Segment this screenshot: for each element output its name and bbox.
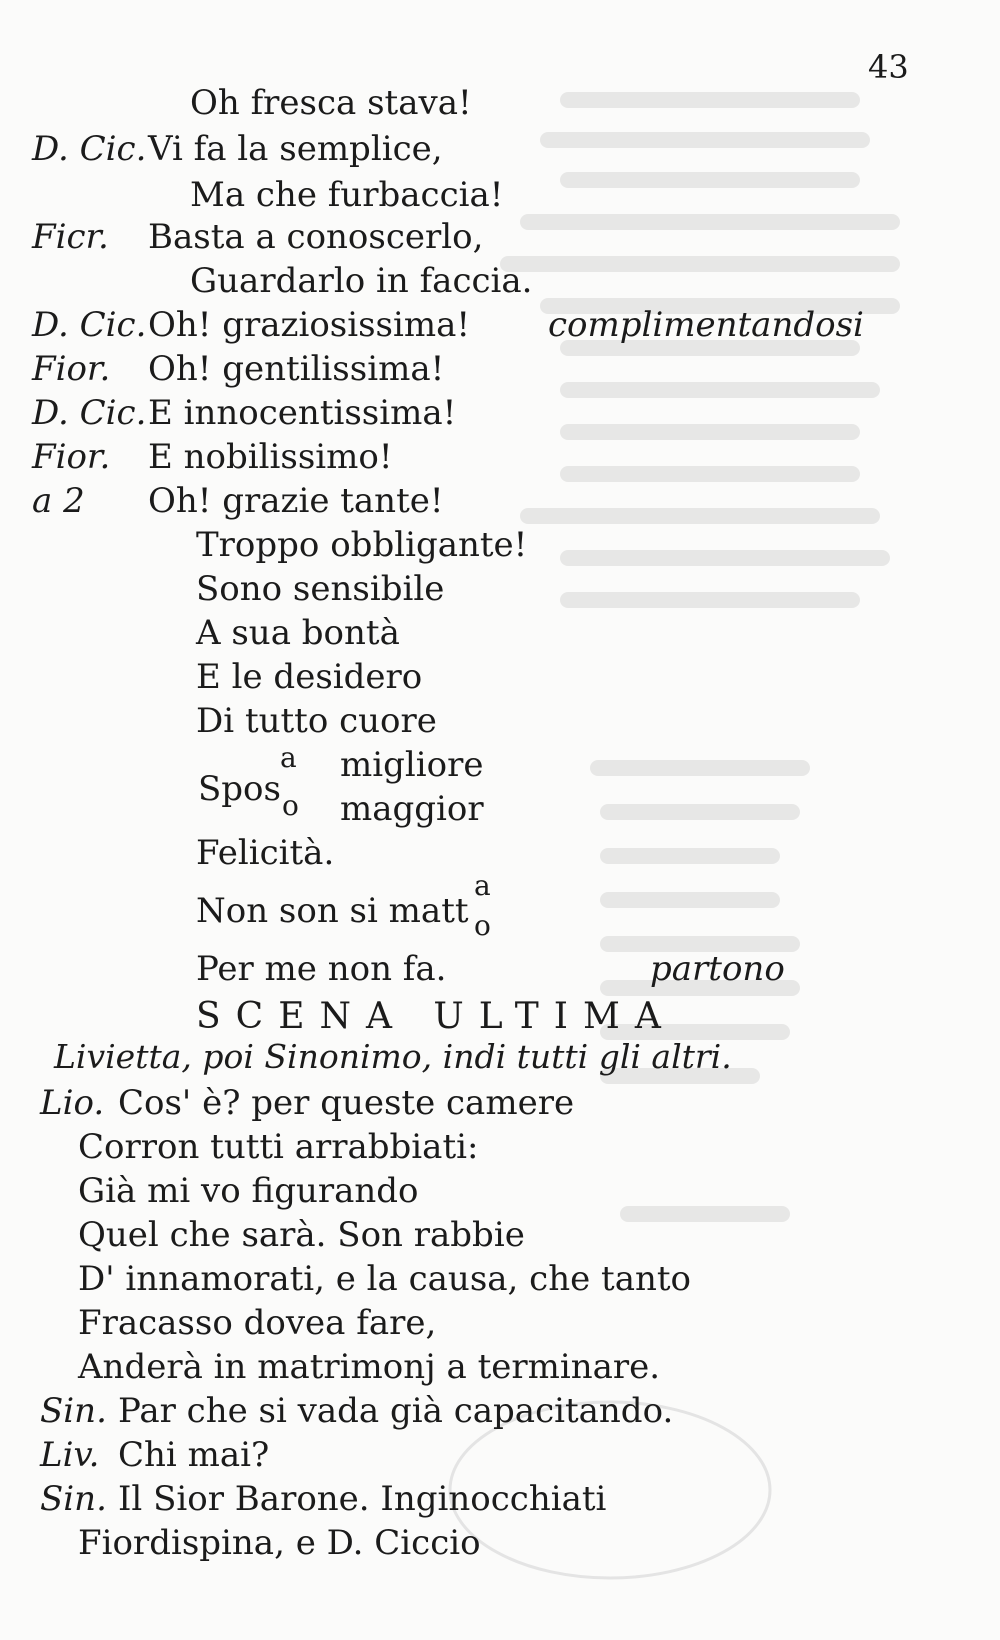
verse-line: Anderà in matrimonj a terminare.	[78, 1347, 661, 1387]
verse-line: Guardarlo in faccia.	[190, 261, 533, 301]
stage-direction: partono	[650, 949, 785, 989]
verse-line: Già mi vo figurando	[78, 1171, 419, 1211]
verse-line: Non son si matt	[196, 891, 469, 931]
speaker-label: Sin.	[40, 1479, 107, 1519]
verse-line: Quel che sarà. Son rabbie	[78, 1215, 525, 1255]
verse-line: Di tutto cuore	[196, 701, 437, 741]
stage-direction: complimentandosi	[548, 305, 864, 345]
speaker-label: a 2	[32, 481, 85, 521]
speaker-label: Fior.	[32, 437, 111, 477]
verse-line: Il Sior Barone. Inginocchiati	[118, 1479, 607, 1519]
verse-line: Oh! grazie tante!	[148, 481, 444, 521]
verse-line: E innocentissima!	[148, 393, 457, 433]
variant-sub: o	[282, 789, 299, 822]
speaker-label: Sin.	[40, 1391, 107, 1431]
verse-line: Oh! graziosissima!	[148, 305, 471, 345]
verse-line: E nobilissimo!	[148, 437, 393, 477]
speaker-label: Fior.	[32, 349, 111, 389]
variant-sup: a	[280, 741, 297, 774]
verse-line: Chi mai?	[118, 1435, 270, 1475]
verse-line: Oh! gentilissima!	[148, 349, 445, 389]
verse-line: Basta a conoscerlo,	[148, 217, 484, 257]
verse-line: Fracasso dovea fare,	[78, 1303, 437, 1343]
verse-line: Felicità.	[196, 833, 335, 873]
verse-line: Vi fa la semplice,	[148, 129, 443, 169]
speaker-label: D. Cic.	[32, 393, 147, 433]
verse-line: Fiordispina, e D. Ciccio	[78, 1523, 481, 1563]
verse-line: A sua bontà	[196, 613, 400, 653]
variant-sup: a	[474, 869, 491, 902]
verse-line: Cos' è? per queste camere	[118, 1083, 575, 1123]
verse-line: Sono sensibile	[196, 569, 445, 609]
verse-line: Per me non fa.	[196, 949, 447, 989]
variant-upper: migliore	[340, 745, 484, 785]
verse-line	[190, 83, 472, 123]
scene-heading: SCENA ULTIMA	[196, 996, 676, 1037]
scene-cast: Livietta, poi Sinonimo, indi tutti gli altri.	[54, 1037, 732, 1076]
speaker-label: D. Cic.	[32, 129, 147, 169]
speaker-label: Liv.	[40, 1435, 100, 1475]
variant-stem: Spos	[198, 769, 281, 809]
verse-line: E le desidero	[196, 657, 423, 697]
variant-sub: o	[474, 909, 491, 942]
variant-lower: maggior	[340, 789, 484, 829]
speaker-label: Lio.	[40, 1083, 105, 1123]
speaker-label: Ficr.	[32, 217, 109, 257]
verse-line: Ma che furbaccia!	[190, 175, 504, 215]
verse-line: D' innamorati, e la causa, che tanto	[78, 1259, 691, 1299]
verse-text: Oh fresca stava!	[190, 83, 472, 123]
speaker-label: D. Cic.	[32, 305, 147, 345]
verse-line: Corron tutti arrabbiati:	[78, 1127, 479, 1167]
verse-line: Par che si vada già capacitando.	[118, 1391, 674, 1431]
page-number: 43	[868, 48, 909, 86]
verse-line: Troppo obbligante!	[196, 525, 528, 565]
